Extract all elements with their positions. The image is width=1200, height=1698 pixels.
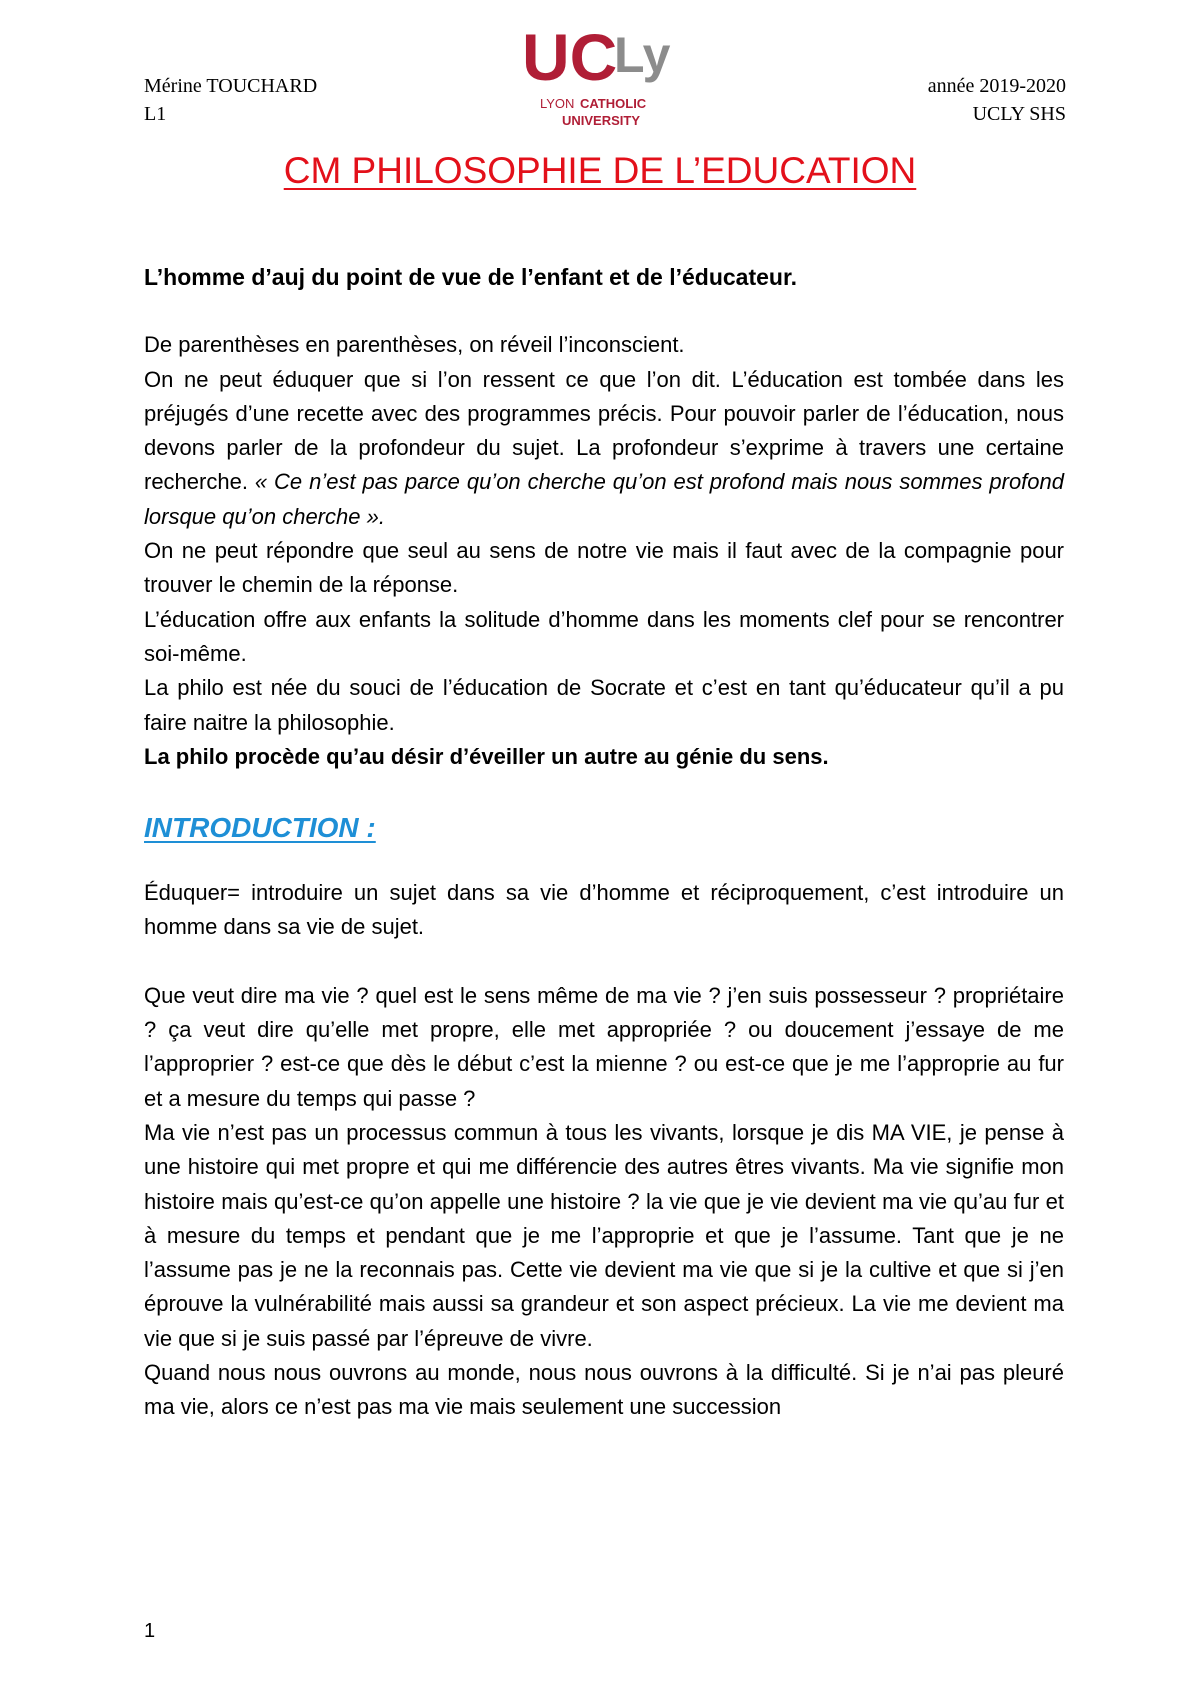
logo-wordmark-ly: Ly	[614, 27, 671, 83]
level: L1	[144, 103, 167, 125]
key-statement: La philo procède qu’au désir d’éveiller un autre au génie du sens.	[144, 743, 829, 769]
logo-line1-a: LYON	[540, 96, 575, 111]
paragraph: On ne peut éduquer que si l’on ressent ce que l’on dit. L’éducation est tombée dans les préjugés d’une recette avec des programmes précis. Pour pouvoir parler de l’éducation, nous devons parler de la profondeur du sujet. La profondeur s’exprime à travers une certaine recherche. « Ce n’est pas parce qu’on cherche qu’on est profond mais nous sommes profond lorsque qu’on cherche ».	[144, 366, 1064, 529]
paragraph: Quand nous nous ouvrons au monde, nous nous ouvrons à la difficulté. Si je n’ai pas pleuré ma vie, alors ce n’est pas ma vie mais seulement une succession	[144, 1360, 1064, 1420]
paragraph: La philo est née du souci de l’éducation de Socrate et c’est en tant qu’éducateur qu’il a pu faire naitre la philosophie.	[144, 675, 1064, 735]
quote: « Ce n’est pas parce qu’on cherche qu’on est profond mais nous sommes profond lorsque qu’on cherche ».	[144, 469, 1064, 529]
logo-wordmark-uc: UC	[522, 22, 618, 94]
paragraph: Éduquer= introduire un sujet dans sa vie d’homme et réciproquement, c’est introduire un homme dans sa vie de sujet.	[144, 880, 1064, 940]
paragraph: De parenthèses en parenthèses, on réveil l’inconscient.	[144, 332, 685, 358]
paragraph: Ma vie n’est pas un processus commun à tous les vivants, lorsque je dis MA VIE, je pense à une histoire qui met propre et qui me différencie des autres êtres vivants. Ma vie signifie mon histoire mais qu’est-ce qu’on appelle une histoire ? la vie que je vie devient ma vie qu’au fur et à mesure du temps et pendant que je me l’approprie et que je l’assume. Tant que je ne l’assume pas je ne la reconnais pas. Cette vie devient ma vie que si je la cultive et que si j’en éprouve la vulnérabilité mais aussi sa grandeur et son aspect précieux. La vie me devient ma vie que si je suis passé par l’épreuve de vivre.	[144, 1119, 1064, 1351]
author-name: Mérine TOUCHARD	[144, 75, 318, 97]
subtitle: L’homme d’auj du point de vue de l’enfant et de l’éducateur.	[144, 264, 798, 290]
ucly-logo	[520, 22, 680, 134]
document-title: CM PHILOSOPHIE DE L’EDUCATION	[283, 150, 917, 191]
school-name: UCLY SHS	[972, 103, 1066, 125]
paragraph: Que veut dire ma vie ? quel est le sens même de ma vie ? j’en suis possesseur ? propriétaire ? ça veut dire qu’elle met propre, elle met appropriée ? ou doucement j’essaye de me l’approprier ? est-ce que dès le début c’est la mienne ? ou est-ce que je me l’approprie au fur et a mesure du temps qui passe ?	[144, 982, 1064, 1111]
academic-year: année 2019-2020	[927, 75, 1066, 97]
paragraph: On ne peut répondre que seul au sens de notre vie mais il faut avec de la compagnie pour trouver le chemin de la réponse.	[144, 538, 1064, 598]
section-heading: INTRODUCTION :	[144, 812, 376, 844]
header-left	[144, 72, 317, 128]
paragraph: L’éducation offre aux enfants la solitude d’homme dans les moments clef pour se rencontrer soi-même.	[144, 606, 1064, 666]
page-number: 1	[144, 1620, 156, 1642]
document-body	[144, 260, 1064, 1425]
logo-line1-b: CATHOLIC	[580, 96, 647, 111]
logo-line2: UNIVERSITY	[562, 113, 641, 128]
header-right	[928, 72, 1066, 128]
